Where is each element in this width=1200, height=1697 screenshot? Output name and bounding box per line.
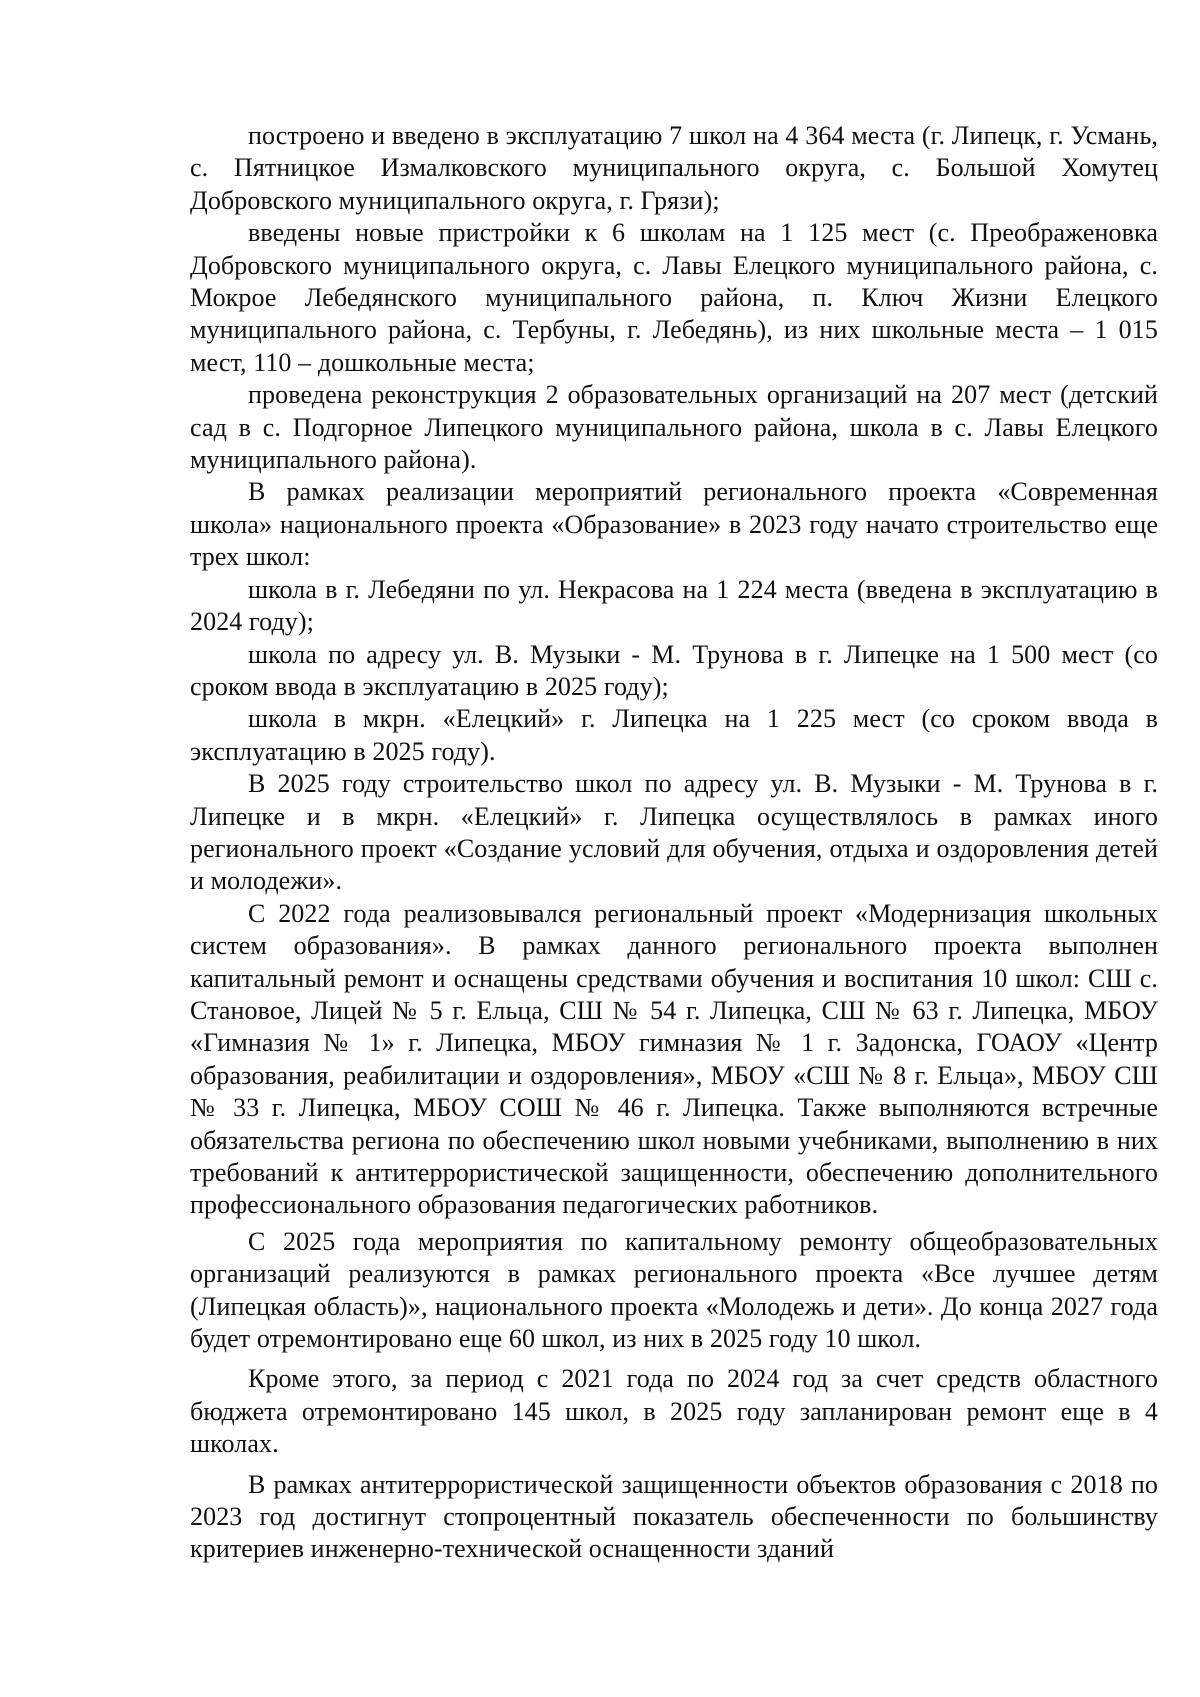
paragraph-modern-school-project: В рамках реализации мероприятий регионального проекта «Современная школа» национального проекта «Образование» в 2023 году начато строительство еще трех школ: [190, 477, 1158, 572]
paragraph-lebedyan-school: школа в г. Лебедяни по ул. Некрасова на 1 224 места (введена в эксплуатацию в 2024 году); [190, 574, 1158, 637]
document-body [190, 120, 1158, 1566]
paragraph-capital-repair: С 2025 года мероприятия по капитальному ремонту общеобразовательных организаций реализуются в рамках регионального проекта «Все лучшее детям (Липецкая область)», национального проекта «Молодежь и дети». До конца 2027 года будет отремонтировано еще 60 школ, из них в 2025 году 10 школ. [190, 1226, 1158, 1354]
paragraph-construction-2025: В 2025 году строительство школ по адресу ул. В. Музыки - М. Трунова в г. Липецке и в мкрн. «Елецкий» г. Липецка осуществлялось в рамках иного регионального проект «Создание условий для обучения, отдыха и оздоровления детей и молодежи». [190, 769, 1158, 896]
paragraph-regional-budget-repair: Кроме этого, за период с 2021 года по 2024 год за счет средств областного бюджета отремонтировано 145 школ, в 2025 году запланирован ремонт еще в 4 школах. [190, 1364, 1158, 1459]
paragraph-eletsky-school: школа в мкрн. «Елецкий» г. Липецка на 1 225 мест (со сроком ввода в эксплуатацию в 2025 году). [190, 704, 1158, 766]
paragraph-schools-built: построено и введено в эксплуатацию 7 школ на 4 364 места (г. Липецк, г. Усмань, с. Пятницкое Измалковского муниципального округа, с. Большой Хомутец Добровского муниципального округа, г. Грязи); [190, 121, 1158, 215]
paragraph-modernization-project: С 2022 года реализовывался региональный проект «Модернизация школьных систем образования». В рамках данного регионального проекта выполнен капитальный ремонт и оснащены средствами обучения и воспитания 10 школ: СШ с. Становое, Лицей № 5 г. Ельца, СШ № 54 г. Липецка, СШ № 63 г. Липецка, МБОУ «Гимназия № 1» г. Липецка, МБОУ гимназия № 1 г. Задонска, ГОАОУ «Центр образования, реабилитации и оздоровления», МБОУ «СШ № 8 г. Ельца», МБОУ СШ № 33 г. Липецка, МБОУ СОШ № 46 г. Липецка. Также выполняются встречные обязательства региона по обеспечению школ новыми учебниками, выполнению в них требований к антитеррористической защищенности, обеспечению дополнительного профессионального образования педагогических работников. [190, 898, 1158, 1220]
paragraph-antiterror-security: В рамках антитеррористической защищенности объектов образования с 2018 по 2023 год достигнут стопроцентный показатель обеспеченности по большинству критериев инженерно-технической оснащенности зданий [190, 1469, 1158, 1564]
paragraph-muzyki-trunova-school: школа по адресу ул. В. Музыки - М. Трунова в г. Липецке на 1 500 мест (со сроком ввода в эксплуатацию в 2025 году); [190, 639, 1158, 701]
paragraph-school-extensions: введены новые пристройки к 6 школам на 1 125 мест (с. Преображеновка Добровского муниципального округа, с. Лавы Елецкого муниципального района, с. Мокрое Лебедянского муниципального района, п. Ключ Жизни Елецкого муниципального района, с. Тербуны, г. Лебедянь), из них школьные места – 1 015 мест, 110 – дошкольные места; [190, 218, 1158, 377]
paragraph-reconstruction: проведена реконструкция 2 образовательных организаций на 207 мест (детский сад в с. Подгорное Липецкого муниципального района, школа в с. Лавы Елецкого муниципального района). [190, 380, 1158, 475]
